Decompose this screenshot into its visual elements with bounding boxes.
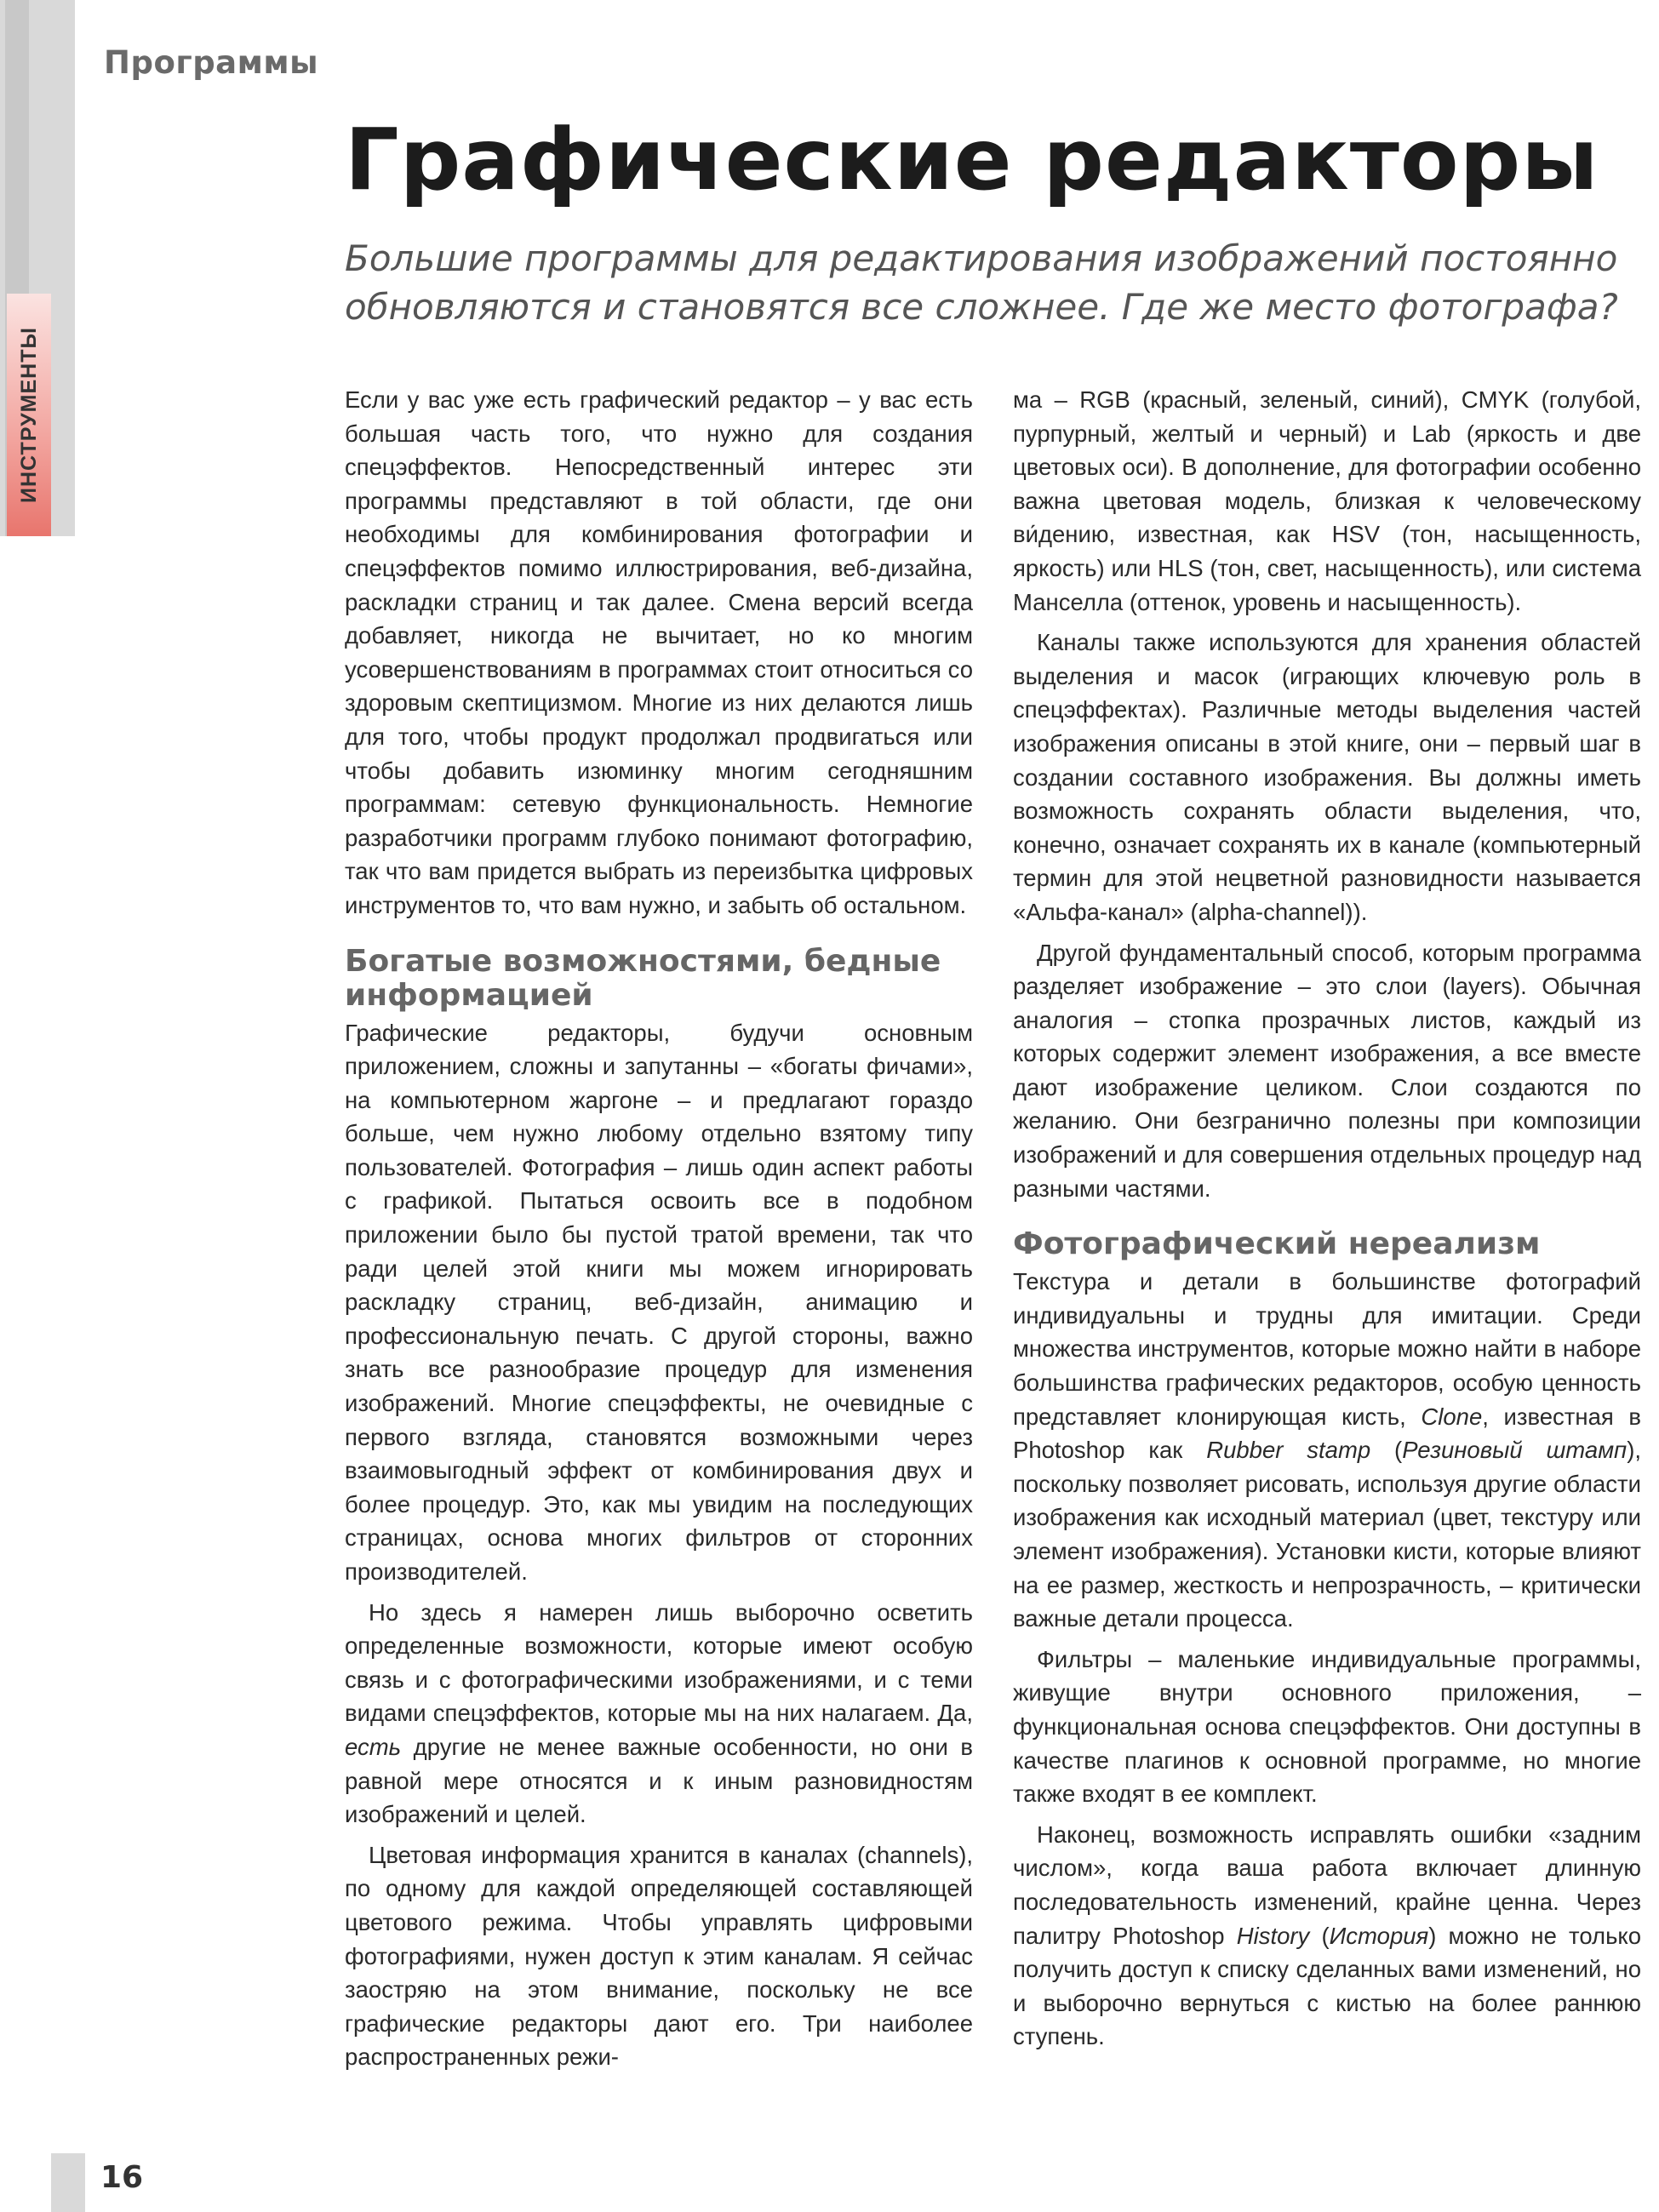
left-paragraph-2: Графические редакторы, будучи основным приложением, сложны и запутанны – «богаты фичами», на компьютерном жаргоне – и предлагают гораздо больше, чем нужно любому отдельно взятому типу пользователей. Фотография – лишь один аспект работы с графикой. Пытаться освоить все в подобном приложении было бы пустой тратой времени, так что ради целей этой книги мы можем игнорировать раскладку страниц, веб-дизайн, анимацию и профессиональную печать. С другой стороны, важно знать все разнообразие процедур для изменения изображений. Многие спецэффекты, не очевидные с первого взгляда, становятся возможными через взаимовыгодный эффект от комбинирования двух и более процедур. Это, как мы увидим на последующих страницах, основа многих фильтров от сторонних производителей. [345,1019,973,1585]
page-number: 16 [100,2160,144,2195]
right-p6-part-b: ( [1321,1922,1330,1949]
footer-bar [51,2153,85,2212]
right-p4-part-a: Текстура и детали в большинстве фотографий индивидуальны и трудны для имитации. Среди множества инструментов, которые можно найти в наборе большинства графических редакторов, особую ценность представляет клонирующая кисть, [1013,1268,1641,1430]
right-p4-part-c: ( [1394,1437,1403,1464]
side-tab-label: ИНСТРУМЕНТЫ [16,327,41,503]
right-p6-history-ru: История [1329,1922,1429,1949]
right-subheading: Фотографический нереализм [1013,1226,1541,1262]
left-subheading: Богатые возможностями, бедные информацией [345,943,941,1013]
left-p3-part-b: другие не менее важные особенности, но они в равной мере относятся и к иным разновидностям изображений и целей. [345,1733,974,1828]
right-paragraph-6 [1013,1818,1641,2054]
right-column [1013,383,1641,2054]
left-paragraph-3 [345,1596,973,1832]
right-paragraph-4 [1013,1265,1641,1636]
right-p4-rubber-stamp: Rubber stamp [1206,1437,1371,1464]
right-paragraph-2: Каналы также используются для хранения областей выделения и масок (играющих ключевую роль в спецэффектах). Различные методы выделения частей изображения описаны в этой книге, они – первый шаг в создании составного изображения. Вы должны иметь возможность сохранять области выделения, что, конечно, означает сохранять их в канале (компьютерный термин для этой нецветной разновидности называется «Альфа-канал» (alpha-channel)). [1013,629,1641,925]
right-paragraph-1: ма – RGB (красный, зеленый, синий), CMYK (голубой, пурпурный, желтый и черный) и Lab (яркость и две цветовых оси). В дополнение, для фотографии особенно важна цветовая модель, близкая к человеческому ви́дению, известная, как HSV (тон, насыщенность, яркость) или HLS (тон, свет, насыщенность), или система Манселла (оттенок, уровень и насыщенность). [1013,386,1641,615]
right-paragraph-5: Фильтры – маленькие индивидуальные программы, живущие внутри основного приложения, – функциональная основа спецэффектов. Они доступны в качестве плагинов к основной программе, но многие также входят в ее комплект. [1013,1645,1641,1808]
right-p6-part-a: Наконец, возможность исправлять ошибки «задним числом», когда ваша работа включает длинную последовательность изменений, крайне ценна. Через палитру Photoshop [1013,1820,1641,1949]
section-label: Программы [104,44,319,81]
right-p6-part-c: ) можно не только получить доступ к списку сделанных вами изменений, но и выборочно вернуться с кистью на более раннюю ступень. [1013,1922,1642,2050]
right-p4-rubber-stamp-ru: Резиновый штамп [1402,1437,1628,1464]
right-paragraph-3: Другой фундаментальный способ, которым программа разделяет изображение – это слои (layers). Обычная аналогия – стопка прозрачных листов, каждый из которых содержит элемент изображения, а все вместе дают изображение целиком. Слои создаются по желанию. Они безгранично полезны при композиции изображений и для совершения отдельных процедур над разными частями. [1013,939,1641,1202]
side-tab [7,294,51,536]
right-p6-history: History [1236,1922,1310,1949]
left-p3-emphasis: есть [345,1733,402,1760]
left-paragraph-1: Если у вас уже есть графический редактор – у вас есть большая часть того, что нужно для создания спецэффектов. Непосредственный интерес эти программы представляют в той области, где они необходимы для комбинирования фотографии и спецэффектов помимо иллюстрирования, веб-дизайна, раскладки страниц и так далее. Смена версий всегда добавляет, никогда не вычитает, но ко многим усовершенствованиям в программах стоит относиться со здоровым скептицизмом. Многие из них делаются лишь для того, чтобы продукт продолжал продвигаться или чтобы добавить изюминку многим сегодняшним программам: сетевую функциональность. Немногие разработчики программ глубоко понимают фотографию, так что вам придется выбрать из переизбытка цифровых инструментов то, что вам нужно, и забыть об остальном. [345,386,973,918]
left-p3-part-a: Но здесь я намерен лишь выборочно осветить определенные возможности, которые имеют особую связь и с фотографическими изображениями, и с теми видами спецэффектов, которые мы на них налагаем. Да, [345,1598,973,1727]
right-p4-clone: Clone [1421,1403,1483,1430]
left-paragraph-4: Цветовая информация хранится в каналах (channels), по одному для каждой определяющей составляющей цветового режима. Чтобы управлять цифровыми фотографиями, нужен доступ к этим каналам. Я сейчас заостряю на этом внимание, поскольку не все графические редакторы дают его. Три наиболее распространенных режи- [345,1841,973,2071]
lead-paragraph: Большие программы для редактирования изображений постоянно обновляются и становятся все сложнее. Где же место фотографа? [345,237,1618,328]
page-title: Графические редакторы [345,110,1599,209]
right-p4-part-b: , известная в Photoshop как [1013,1403,1641,1464]
side-tab-label-wrap [7,294,51,536]
left-column [345,383,973,2074]
right-p4-part-d: ), поскольку позволяет рисовать, используя другие области изображения как исходный материал (цвет, текстуру или элемент изображения). Установки кисти, которые влияют на ее размер, жесткость и непрозрачность, – критически важные детали процесса. [1013,1437,1641,1632]
